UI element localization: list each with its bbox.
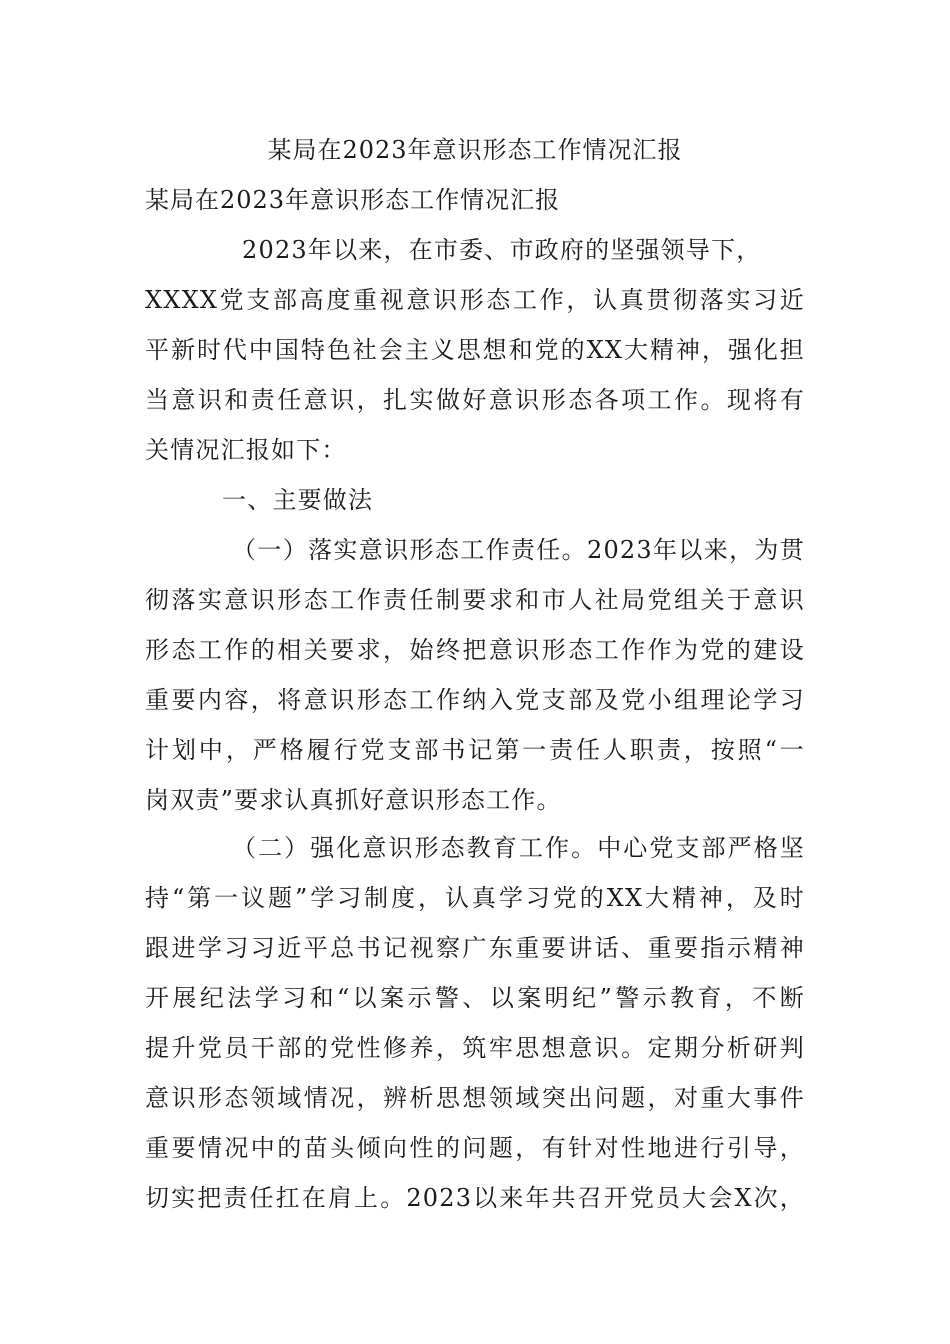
document-title: 某局在2023年意识形态工作情况汇报 (267, 136, 683, 164)
body-line-19: 重要情况中的苗头倾向性的问题，有针对性地进行引导， (145, 1134, 805, 1162)
body-line-12: 岗双责”要求认真抓好意识形态工作。 (145, 786, 562, 814)
body-line-5: 关情况汇报如下： (145, 436, 347, 464)
body-line-9: 形态工作的相关要求，始终把意识形态工作作为党的建设 (145, 636, 805, 664)
body-line-11: 计划中，严格履行党支部书记第一责任人职责，按照“一 (145, 736, 805, 764)
body-line-10: 重要内容，将意识形态工作纳入党支部及党小组理论学习 (145, 686, 805, 714)
body-line-3: 平新时代中国特色社会主义思想和党的XX大精神，强化担 (145, 336, 805, 364)
body-line-8: 彻落实意识形态工作责任制要求和市人社局党组关于意识 (145, 586, 805, 614)
body-line-2: XXXX党支部高度重视意识形态工作，认真贯彻落实习近 (145, 286, 805, 314)
body-line-7: （一）落实意识形态工作责任。2023年以来，为贯 (232, 536, 805, 564)
body-line-16: 开展纪法学习和“以案示警、以案明纪”警示教育，不断 (145, 984, 805, 1012)
body-line-13: （二）强化意识形态教育工作。中心党支部严格坚 (232, 834, 805, 862)
body-line-4: 当意识和责任意识，扎实做好意识形态各项工作。现将有 (145, 386, 805, 414)
body-line-20: 切实把责任扛在肩上。2023以来年共召开党员大会X次， (145, 1184, 805, 1212)
body-line-14: 持“第一议题”学习制度，认真学习党的XX大精神，及时 (145, 884, 805, 912)
section-heading-1: 一、主要做法 (222, 486, 374, 514)
body-line-15: 跟进学习习近平总书记视察广东重要讲话、重要指示精神 (145, 934, 805, 962)
document-subtitle: 某局在2023年意识形态工作情况汇报 (145, 186, 561, 214)
body-line-17: 提升党员干部的党性修养，筑牢思想意识。定期分析研判 (145, 1034, 805, 1062)
body-line-1: 2023年以来，在市委、市政府的坚强领导下， (242, 236, 762, 264)
body-line-18: 意识形态领域情况，辨析思想领域突出问题，对重大事件 (145, 1084, 805, 1112)
